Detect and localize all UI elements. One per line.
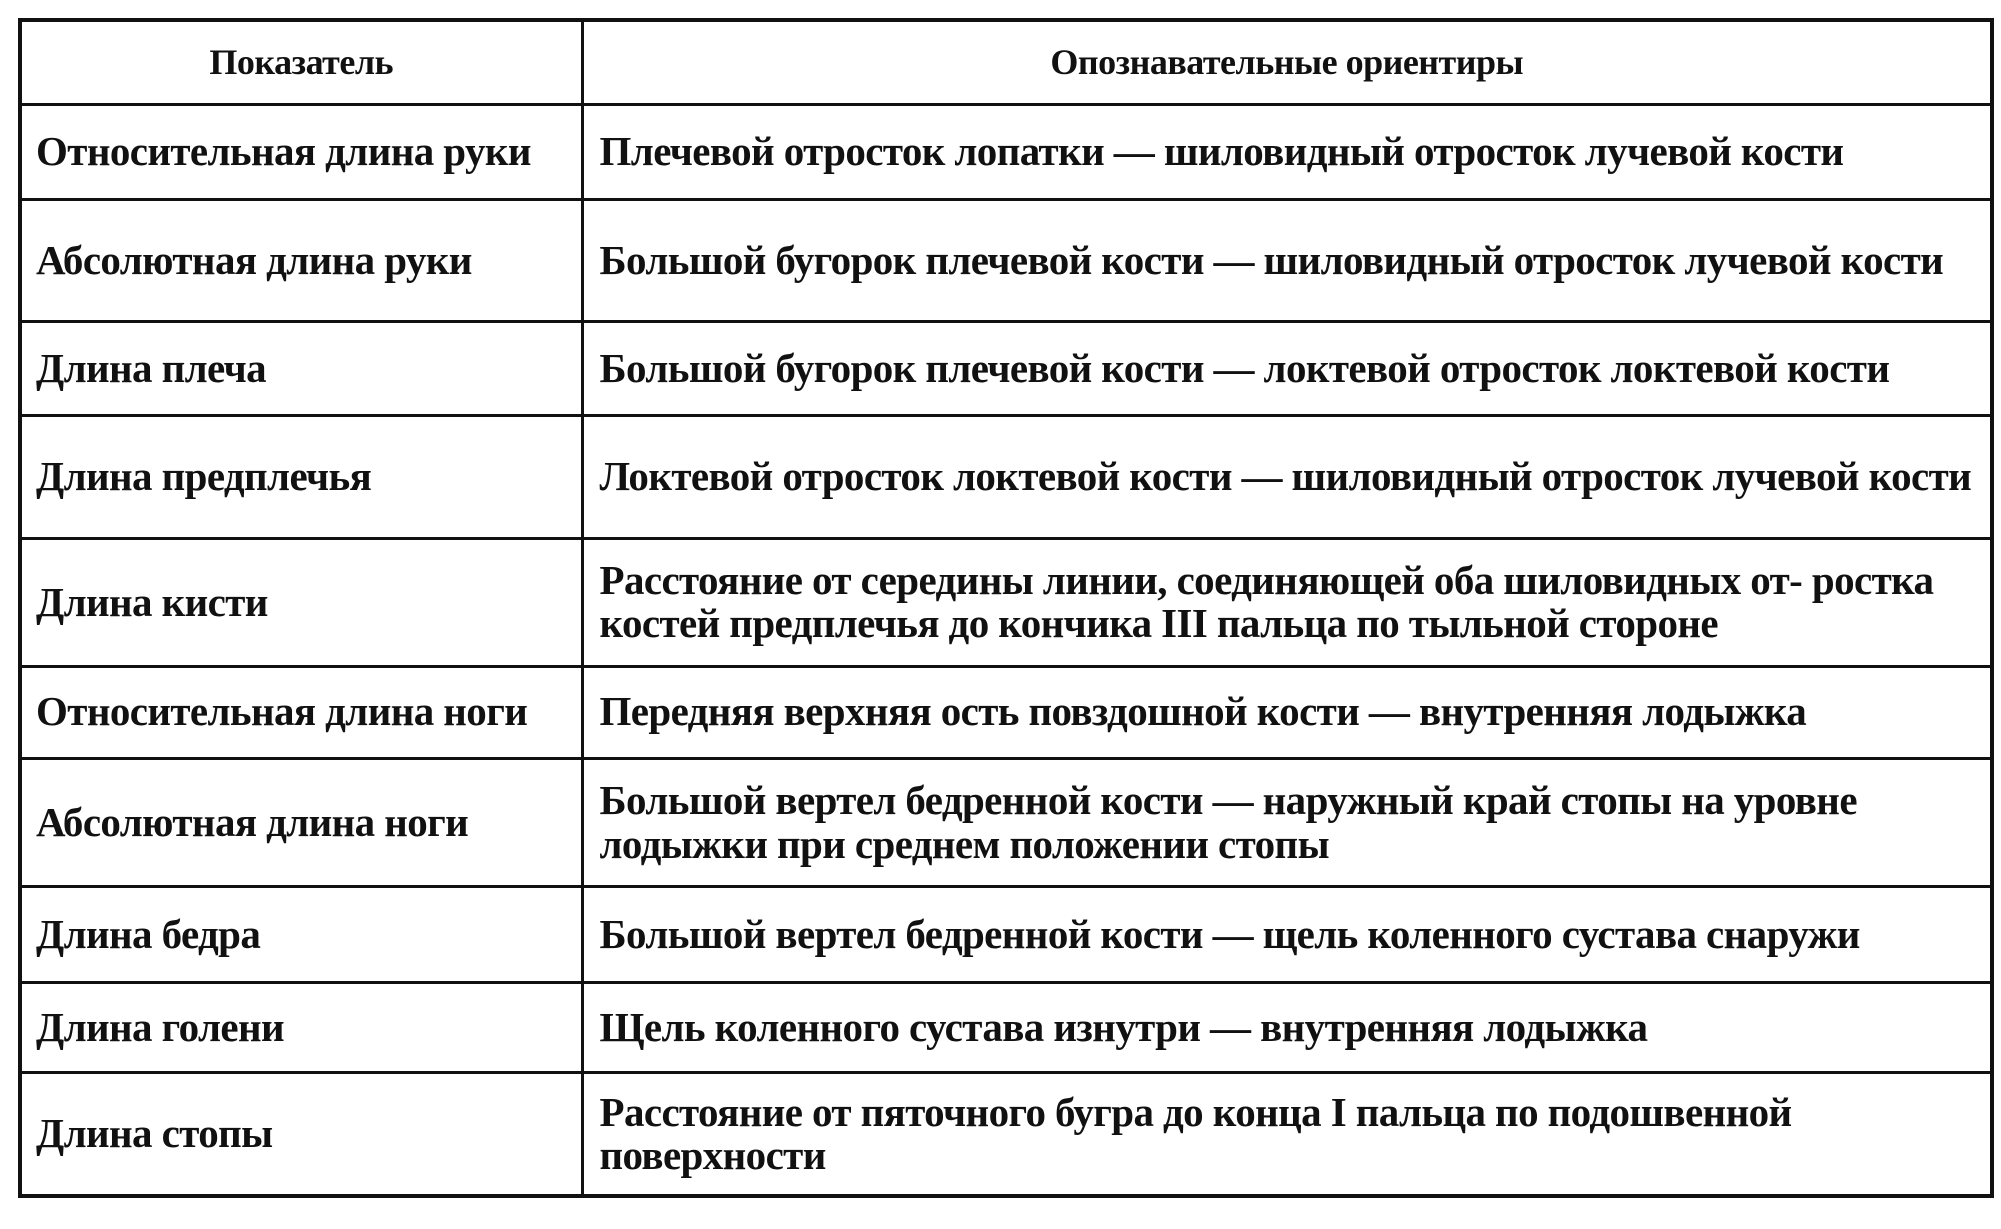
column-header-indicator: Показатель	[20, 20, 582, 104]
indicator-cell: Относительная длина руки	[20, 104, 582, 199]
table-row	[20, 982, 1992, 1072]
indicator-cell: Длина бедра	[20, 887, 582, 982]
table-row	[20, 1072, 1992, 1196]
indicator-cell: Длина предплечья	[20, 415, 582, 538]
table-row	[20, 887, 1992, 982]
table-row	[20, 104, 1992, 199]
indicator-cell: Относительная длина ноги	[20, 666, 582, 758]
landmarks-cell: Расстояние от пяточного бугра до конца I пальца по подошвенной поверхности	[582, 1072, 1992, 1196]
indicator-cell: Длина кисти	[20, 539, 582, 666]
table-row	[20, 199, 1992, 321]
landmarks-cell: Щель коленного сустава изнутри — внутренняя лодыжка	[582, 982, 1992, 1072]
landmarks-table	[18, 18, 1994, 1198]
landmarks-cell: Большой вертел бедренной кости — наружный край стопы на уровне лодыжки при среднем положении стопы	[582, 758, 1992, 886]
landmarks-cell: Большой вертел бедренной кости — щель коленного сустава снаружи	[582, 887, 1992, 982]
column-header-landmarks: Опознавательные ориентиры	[582, 20, 1992, 104]
landmarks-cell: Большой бугорок плечевой кости — шиловидный отросток лучевой кости	[582, 199, 1992, 321]
table-row	[20, 539, 1992, 666]
table-row	[20, 322, 1992, 415]
indicator-cell: Абсолютная длина руки	[20, 199, 582, 321]
indicator-cell: Абсолютная длина ноги	[20, 758, 582, 886]
table-header-row	[20, 20, 1992, 104]
landmarks-cell: Большой бугорок плечевой кости — локтевой отросток локтевой кости	[582, 322, 1992, 415]
table-row	[20, 666, 1992, 758]
landmarks-table-container	[18, 18, 1994, 1198]
table-row	[20, 415, 1992, 538]
landmarks-cell: Передняя верхняя ость повздошной кости — внутренняя лодыжка	[582, 666, 1992, 758]
indicator-cell: Длина плеча	[20, 322, 582, 415]
landmarks-cell: Локтевой отросток локтевой кости — шиловидный отросток лучевой кости	[582, 415, 1992, 538]
table-row	[20, 758, 1992, 886]
indicator-cell: Длина стопы	[20, 1072, 582, 1196]
indicator-cell: Длина голени	[20, 982, 582, 1072]
landmarks-cell: Плечевой отросток лопатки — шиловидный отросток лучевой кости	[582, 104, 1992, 199]
landmarks-cell: Расстояние от середины линии, соединяющей оба шиловидных от- ростка костей предплечья до кончика III пальца по тыльной стороне	[582, 539, 1992, 666]
